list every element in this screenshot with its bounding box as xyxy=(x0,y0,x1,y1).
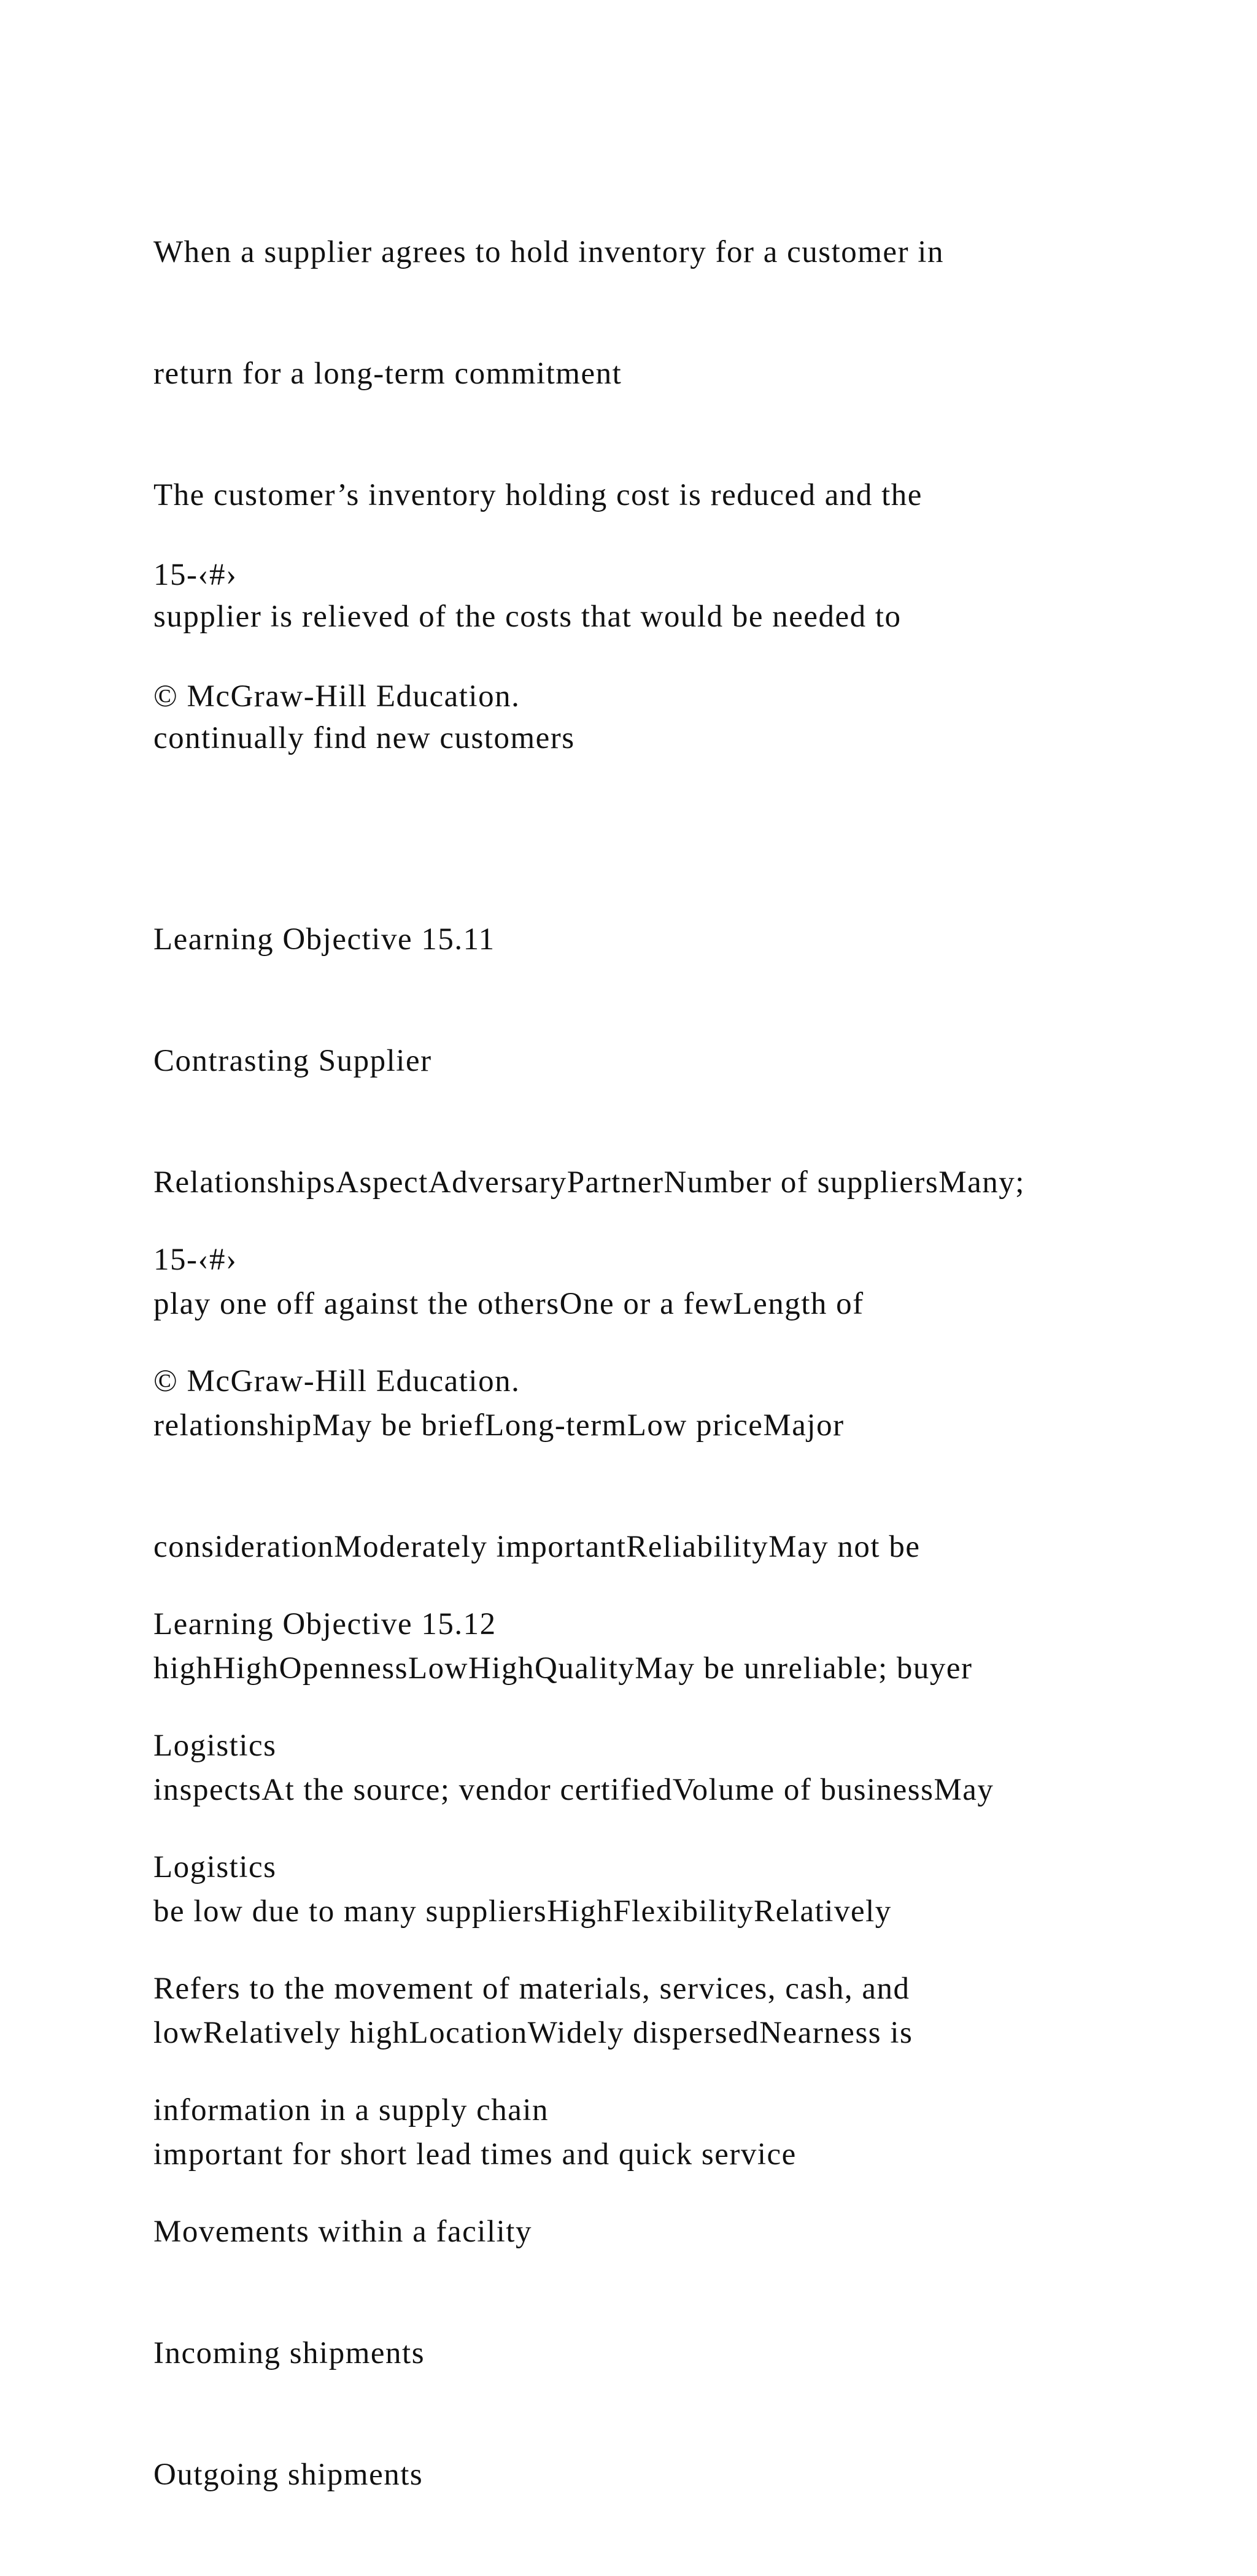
text-line: Refers to the movement of materials, services, cash, and xyxy=(153,1972,910,2006)
text-line: lowRelatively highLocationWidely dispersedNearness is xyxy=(153,2016,913,2050)
text-line: When a supplier agrees to hold inventory for a customer in xyxy=(153,235,944,269)
text-line: RelationshipsAspectAdversaryPartnerNumber of suppliersMany; xyxy=(153,1165,1025,1200)
slide-title: Logistics xyxy=(153,1729,277,1763)
text-line: play one off against the othersOne or a fewLength of xyxy=(153,1287,864,1321)
text-line: inspectsAt the source; vendor certifiedVolume of businessMay xyxy=(153,1773,994,1807)
text-line: Logistics xyxy=(153,1850,277,1884)
text-line: continually find new customers xyxy=(153,721,575,755)
text-line: Movements within a facility xyxy=(153,2215,532,2249)
text-line: important for short lead times and quick service xyxy=(153,2137,797,2172)
text-line: Outgoing shipments xyxy=(153,2458,424,2492)
text-line: be low due to many suppliersHighFlexibilityRelatively xyxy=(153,1894,892,1929)
copyright-notice: © McGraw-Hill Education. xyxy=(153,1364,520,1398)
blank-line xyxy=(153,1483,1160,1523)
text-line: considerationModerately importantReliabilityMay not be xyxy=(153,1530,921,1564)
learning-objective-heading: Learning Objective 15.12 xyxy=(153,1607,497,1641)
text-line: information in a supply chain xyxy=(153,2093,549,2127)
text-line: The customer’s inventory holding cost is reduced and the xyxy=(153,478,922,512)
slide-number: 15-‹#› xyxy=(153,558,238,592)
slide-title: Contrasting Supplier xyxy=(153,1044,432,1078)
copyright-notice: © McGraw-Hill Education. xyxy=(153,679,520,714)
text-line: relationshipMay be briefLong-termLow priceMajor xyxy=(153,1408,845,1443)
slide-number: 15-‹#› xyxy=(153,1243,238,1277)
text-line: Incoming shipments xyxy=(153,2336,425,2370)
logistics-slide xyxy=(153,1159,1160,2576)
learning-objective-heading: Learning Objective 15.11 xyxy=(153,922,495,957)
text-line: highHighOpennessLowHighQualityMay be unreliable; buyer xyxy=(153,1651,973,1686)
blank-line xyxy=(153,798,1160,838)
text-line: supplier is relieved of the costs that would be needed to xyxy=(153,600,902,634)
text-line: return for a long-term commitment xyxy=(153,357,622,391)
